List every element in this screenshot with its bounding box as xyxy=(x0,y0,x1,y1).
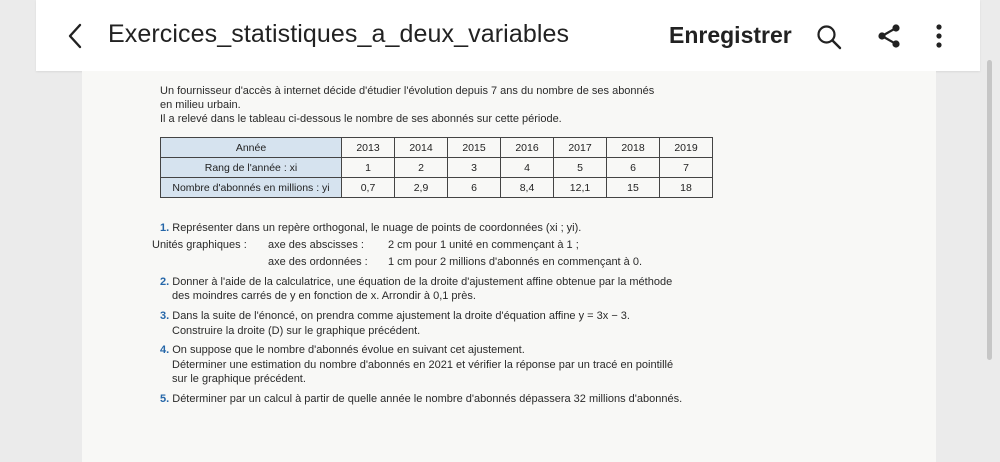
table-row xyxy=(161,178,713,198)
question-number: 1. xyxy=(160,222,170,234)
table-cell: 2019 xyxy=(660,138,713,158)
units-x-axis: axe des abscisses : xyxy=(268,238,364,251)
units-label-spacer xyxy=(152,255,268,270)
chevron-left-icon[interactable] xyxy=(64,22,88,50)
table-cell: 2013 xyxy=(342,138,395,158)
question-number: 4. xyxy=(160,344,170,357)
units-y-row xyxy=(152,255,780,270)
table-cell: 3 xyxy=(448,158,501,178)
table-cell: 2016 xyxy=(501,138,554,158)
share-icon[interactable] xyxy=(876,23,902,49)
units-x-row xyxy=(152,238,780,253)
question-text: On suppose que le nombre d'abonnés évolue en suivant cet ajustement. xyxy=(172,344,525,357)
table-cell: 1 xyxy=(342,158,395,178)
question-text: Dans la suite de l'énoncé, on prendra comme ajustement la droite d'équation affine y = 3x − 3. xyxy=(172,309,630,322)
table-row-header: Nombre d'abonnés en millions : yi xyxy=(161,178,342,198)
units-x-value: 2 cm pour 1 unité en commençant à 1 ; xyxy=(388,238,579,251)
question-number: 5. xyxy=(160,392,170,405)
table-row-header: Année xyxy=(161,138,342,158)
intro-line-3: Il a relevé dans le tableau ci-dessous le nombre de ses abonnés sur cette période. xyxy=(160,113,562,125)
questions-list xyxy=(152,221,780,412)
table-cell: 15 xyxy=(607,178,660,198)
question-text-cont: des moindres carrés de y en fonction de x. Arrondir à 0,1 près. xyxy=(172,290,476,303)
save-button[interactable]: Enregistrer xyxy=(669,22,792,48)
table-cell: 2018 xyxy=(607,138,660,158)
table-cell: 2,9 xyxy=(395,178,448,198)
search-icon[interactable] xyxy=(816,24,842,50)
question-text-cont: Construire la droite (D) sur le graphique précédent. xyxy=(172,324,421,337)
table-cell: 2014 xyxy=(395,138,448,158)
table-cell: 0,7 xyxy=(342,178,395,198)
table-cell: 6 xyxy=(607,158,660,178)
data-table xyxy=(160,137,713,198)
question-4 xyxy=(160,343,780,387)
question-5 xyxy=(160,392,780,407)
question-number: 2. xyxy=(160,275,170,288)
question-2 xyxy=(160,275,780,304)
question-text-cont: Déterminer une estimation du nombre d'abonnés en 2021 et vérifier la réponse par un tracé en pointillé xyxy=(172,358,674,371)
question-text: Déterminer par un calcul à partir de quelle année le nombre d'abonnés dépassera 32 millions d'abonnés. xyxy=(172,392,683,405)
table-cell: 5 xyxy=(554,158,607,178)
intro-text xyxy=(160,84,800,126)
question-text: Donner à l'aide de la calculatrice, une équation de la droite d'ajustement affine obtenue par la méthode xyxy=(172,275,673,288)
more-vertical-icon[interactable] xyxy=(931,23,947,49)
table-cell: 4 xyxy=(501,158,554,178)
question-1 xyxy=(152,221,780,270)
units-y-axis: axe des ordonnées : xyxy=(268,256,368,269)
table-cell: 6 xyxy=(448,178,501,198)
question-text-cont: sur le graphique précédent. xyxy=(172,373,306,386)
table-cell: 2015 xyxy=(448,138,501,158)
table-row xyxy=(161,138,713,158)
table-cell: 2017 xyxy=(554,138,607,158)
table-row-header: Rang de l'année : xi xyxy=(161,158,342,178)
document-title: Exercices_statistiques_a_deux_variables xyxy=(108,20,570,48)
intro-line-1: Un fournisseur d'accès à internet décide d'étudier l'évolution depuis 7 ans du nombre de ses abonnés xyxy=(160,85,655,97)
table-cell: 2 xyxy=(395,158,448,178)
question-3 xyxy=(160,309,780,338)
question-text: Représenter dans un repère orthogonal, le nuage de points de coordonnées (xi ; yi). xyxy=(172,222,582,234)
question-number: 3. xyxy=(160,309,170,322)
table-cell: 7 xyxy=(660,158,713,178)
table-cell: 12,1 xyxy=(554,178,607,198)
units-label: Unités graphiques : xyxy=(152,238,247,251)
table-cell: 18 xyxy=(660,178,713,198)
intro-line-2: en milieu urbain. xyxy=(160,99,241,111)
scrollbar-thumb[interactable] xyxy=(987,60,992,360)
units-y-value: 1 cm pour 2 millions d'abonnés en commençant à 0. xyxy=(388,256,643,269)
top-app-bar xyxy=(36,0,980,71)
table-row xyxy=(161,158,713,178)
document-page xyxy=(82,71,936,462)
table-cell: 8,4 xyxy=(501,178,554,198)
